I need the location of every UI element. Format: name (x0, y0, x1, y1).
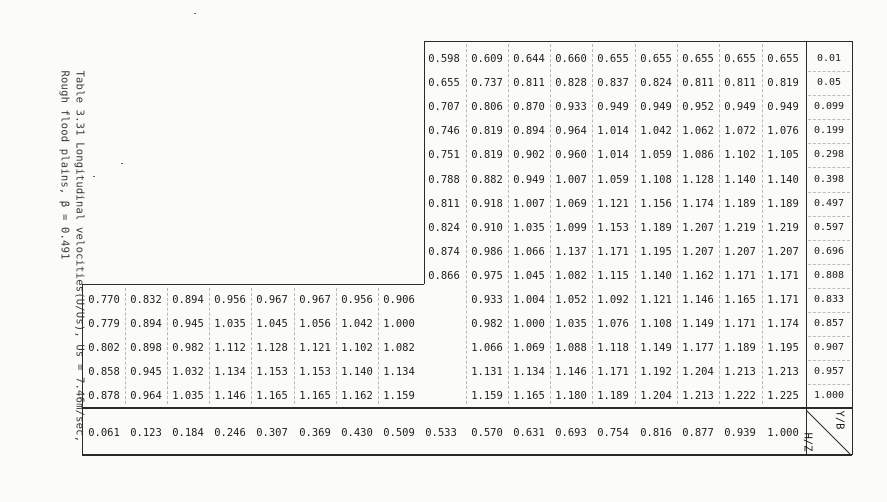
channel-velocity-cell: 1.207 (682, 245, 714, 258)
column-guide (167, 288, 168, 404)
channel-velocity-cell: 1.165 (724, 294, 756, 306)
hz-value-cell: 0.184 (172, 427, 204, 439)
floodplain-velocity-cell: 1.153 (256, 366, 288, 379)
yb-value-cell: 0.05 (816, 77, 842, 89)
channel-velocity-cell: 0.824 (640, 77, 672, 90)
channel-velocity-cell: 1.207 (767, 245, 799, 258)
floodplain-velocity-cell: 0.967 (299, 294, 331, 306)
floodplain-velocity-cell: 1.045 (256, 318, 288, 331)
yb-value-cell: 0.808 (813, 269, 845, 281)
channel-velocity-cell: 0.866 (428, 269, 460, 282)
channel-velocity-cell: 0.918 (471, 197, 503, 210)
floodplain-velocity-cell: 1.042 (341, 318, 373, 331)
channel-velocity-cell: 0.655 (682, 53, 714, 65)
hz-value-cell: 0.246 (214, 427, 246, 439)
channel-velocity-cell: 1.007 (513, 197, 545, 210)
yb-value-cell: 0.398 (813, 173, 845, 185)
channel-velocity-cell: 1.121 (597, 197, 629, 210)
channel-velocity-cell: 0.655 (724, 53, 756, 65)
channel-velocity-cell: 1.149 (682, 318, 714, 331)
channel-velocity-cell: 1.162 (682, 269, 714, 282)
channel-velocity-cell: 1.153 (597, 221, 629, 234)
floodplain-velocity-cell: 0.982 (172, 342, 204, 355)
channel-velocity-cell: 1.219 (767, 221, 799, 234)
yb-value-cell: 0.199 (813, 125, 845, 137)
floodplain-velocity-cell: 0.878 (88, 390, 120, 403)
floodplain-velocity-cell: 1.153 (299, 366, 331, 379)
channel-velocity-cell: 1.072 (724, 125, 756, 138)
floodplain-velocity-cell: 1.035 (214, 318, 246, 331)
yb-value-cell: 0.01 (816, 53, 842, 64)
channel-velocity-cell: 0.949 (513, 173, 545, 186)
yb-value-cell: 0.857 (813, 318, 845, 330)
yb-value-cell: 0.597 (813, 221, 845, 233)
channel-velocity-cell: 0.910 (471, 221, 503, 234)
hz-value-cell: 0.570 (471, 427, 503, 439)
floodplain-velocity-cell: 1.134 (214, 366, 246, 379)
channel-velocity-cell: 0.933 (555, 101, 587, 114)
channel-velocity-cell: 1.118 (597, 342, 629, 355)
channel-velocity-cell: 0.644 (513, 53, 545, 65)
channel-velocity-cell: 1.149 (640, 342, 672, 355)
channel-velocity-cell: 1.007 (555, 173, 587, 186)
channel-velocity-cell: 1.045 (513, 269, 545, 282)
floodplain-velocity-cell: 0.945 (130, 366, 162, 379)
channel-velocity-cell: 0.952 (682, 101, 714, 114)
channel-velocity-cell: 0.933 (471, 294, 503, 306)
channel-velocity-cell: 1.014 (597, 125, 629, 138)
floodplain-velocity-cell: 1.082 (383, 342, 415, 355)
channel-velocity-cell: 1.189 (640, 221, 672, 234)
scan-speck (121, 163, 123, 164)
channel-velocity-cell: 1.156 (640, 197, 672, 210)
hz-value-cell: 0.509 (383, 427, 415, 439)
floodplain-velocity-cell: 1.140 (341, 366, 373, 379)
channel-velocity-cell: 0.964 (555, 125, 587, 138)
channel-velocity-cell: 0.655 (640, 53, 672, 65)
column-guide (550, 44, 551, 404)
channel-velocity-cell: 1.004 (513, 294, 545, 306)
yb-value-cell: 0.833 (813, 294, 845, 305)
channel-velocity-cell: 1.140 (767, 173, 799, 186)
yb-value-cell: 0.099 (813, 101, 845, 113)
channel-velocity-cell: 1.189 (597, 390, 629, 403)
scan-speck (93, 176, 95, 177)
channel-velocity-cell: 1.192 (640, 366, 672, 379)
yb-value-cell: 1.000 (813, 390, 845, 402)
channel-velocity-cell: 1.069 (513, 342, 545, 355)
channel-velocity-cell: 1.195 (640, 245, 672, 258)
row-guide (808, 95, 850, 96)
channel-velocity-cell: 0.707 (428, 101, 460, 114)
channel-velocity-cell: 1.137 (555, 245, 587, 258)
hz-value-cell: 0.877 (682, 427, 714, 439)
row-guide (808, 360, 850, 361)
floodplain-velocity-cell: 0.898 (130, 342, 162, 355)
floodplain-velocity-cell: 1.000 (383, 318, 415, 331)
channel-velocity-cell: 1.035 (513, 221, 545, 234)
channel-velocity-cell: 0.751 (428, 149, 460, 162)
channel-velocity-cell: 1.092 (597, 294, 629, 306)
floodplain-velocity-cell: 0.779 (88, 318, 120, 331)
channel-velocity-cell: 0.982 (471, 318, 503, 331)
floodplain-velocity-cell: 0.894 (130, 318, 162, 331)
channel-velocity-cell: 1.207 (724, 245, 756, 258)
channel-velocity-cell: 1.171 (724, 318, 756, 331)
channel-velocity-cell: 1.066 (513, 245, 545, 258)
yb-value-cell: 0.957 (813, 366, 845, 378)
channel-velocity-cell: 1.062 (682, 125, 714, 138)
channel-velocity-cell: 1.189 (724, 342, 756, 355)
channel-velocity-cell: 0.824 (428, 221, 460, 234)
row-guide (808, 143, 850, 144)
channel-velocity-cell: 0.811 (513, 77, 545, 90)
channel-velocity-cell: 1.146 (682, 294, 714, 306)
floodplain-velocity-cell: 0.858 (88, 366, 120, 379)
channel-velocity-cell: 1.105 (767, 149, 799, 162)
channel-velocity-cell: 1.086 (682, 149, 714, 162)
caption-line-1: Table 3.31 Longitudinal velocities(U/Us), Us = 7.46m/sec, (73, 70, 86, 443)
channel-velocity-cell: 1.076 (767, 125, 799, 138)
hz-value-cell: 0.939 (724, 427, 756, 439)
floodplain-velocity-cell: 0.945 (172, 318, 204, 331)
hz-value-cell: 0.754 (597, 427, 629, 439)
channel-velocity-cell: 0.819 (767, 77, 799, 90)
floodplain-velocity-cell: 1.112 (214, 342, 246, 355)
channel-velocity-cell: 0.828 (555, 77, 587, 90)
channel-velocity-cell: 1.131 (471, 366, 503, 379)
channel-velocity-cell: 1.171 (724, 269, 756, 282)
channel-velocity-cell: 0.874 (428, 245, 460, 258)
hz-value-cell: 0.533 (425, 427, 457, 439)
channel-velocity-cell: 0.655 (597, 53, 629, 65)
row-guide (808, 240, 850, 241)
channel-velocity-cell: 1.066 (471, 342, 503, 355)
channel-velocity-cell: 1.146 (555, 366, 587, 379)
yb-value-cell: 0.497 (813, 197, 845, 209)
table-top-border (424, 41, 852, 42)
channel-velocity-cell: 1.174 (767, 318, 799, 331)
row-guide (808, 71, 850, 72)
channel-velocity-cell: 1.014 (597, 149, 629, 162)
channel-velocity-cell: 1.159 (471, 390, 503, 403)
channel-velocity-cell: 0.660 (555, 53, 587, 65)
channel-velocity-cell: 1.165 (513, 390, 545, 403)
channel-velocity-cell: 0.894 (513, 125, 545, 138)
channel-velocity-cell: 0.598 (428, 53, 460, 65)
channel-velocity-cell: 0.655 (767, 53, 799, 65)
channel-velocity-cell: 0.811 (724, 77, 756, 90)
table-step-border (82, 284, 424, 285)
channel-velocity-cell: 1.076 (597, 318, 629, 331)
caption-line-2: Rough flood plains, β = 0.491 (58, 70, 71, 260)
channel-velocity-cell: 1.042 (640, 125, 672, 138)
channel-velocity-cell: 1.189 (767, 197, 799, 210)
floodplain-velocity-cell: 1.165 (256, 390, 288, 403)
channel-velocity-cell: 0.737 (471, 77, 503, 90)
hz-value-cell: 0.307 (256, 427, 288, 439)
row-guide (808, 119, 850, 120)
column-guide (677, 44, 678, 404)
table-right-border (852, 41, 853, 455)
hz-value-cell: 0.631 (513, 427, 545, 439)
channel-velocity-cell: 1.213 (767, 366, 799, 379)
floodplain-velocity-cell: 1.032 (172, 366, 204, 379)
floodplain-velocity-cell: 1.165 (299, 390, 331, 403)
floodplain-velocity-cell: 1.159 (383, 390, 415, 403)
row-guide (808, 264, 850, 265)
channel-velocity-cell: 1.195 (767, 342, 799, 355)
row-guide (808, 384, 850, 385)
channel-velocity-cell: 1.099 (555, 221, 587, 234)
channel-velocity-cell: 1.108 (640, 318, 672, 331)
channel-velocity-cell: 1.052 (555, 294, 587, 306)
channel-velocity-cell: 1.128 (682, 173, 714, 186)
hz-value-cell: 0.430 (341, 427, 373, 439)
floodplain-velocity-cell: 0.832 (130, 294, 162, 306)
channel-velocity-cell: 1.213 (724, 366, 756, 379)
channel-velocity-cell: 1.115 (597, 269, 629, 282)
channel-velocity-cell: 1.207 (682, 221, 714, 234)
channel-velocity-cell: 1.082 (555, 269, 587, 282)
column-guide (635, 44, 636, 404)
channel-velocity-cell: 1.121 (640, 294, 672, 306)
channel-velocity-cell: 1.108 (640, 173, 672, 186)
row-guide (808, 216, 850, 217)
floodplain-velocity-cell: 1.056 (299, 318, 331, 331)
row-guide (808, 167, 850, 168)
hz-value-cell: 0.061 (88, 427, 120, 439)
hz-value-cell: 0.123 (130, 427, 162, 439)
channel-velocity-cell: 1.222 (724, 390, 756, 403)
channel-velocity-cell: 1.204 (640, 390, 672, 403)
channel-velocity-cell: 1.171 (597, 366, 629, 379)
row-guide (808, 312, 850, 313)
hz-value-cell: 1.000 (767, 427, 799, 439)
hz-value-cell: 0.369 (299, 427, 331, 439)
channel-velocity-cell: 1.171 (597, 245, 629, 258)
channel-velocity-cell: 1.180 (555, 390, 587, 403)
channel-velocity-cell: 1.225 (767, 390, 799, 403)
floodplain-velocity-cell: 0.956 (341, 294, 373, 306)
channel-velocity-cell: 1.059 (597, 173, 629, 186)
channel-velocity-cell: 0.975 (471, 269, 503, 282)
channel-velocity-cell: 1.177 (682, 342, 714, 355)
yb-value-cell: 0.298 (813, 149, 845, 161)
yb-value-cell: 0.907 (813, 342, 845, 354)
floodplain-velocity-cell: 0.894 (172, 294, 204, 306)
channel-velocity-cell: 1.219 (724, 221, 756, 234)
column-guide (719, 44, 720, 404)
yb-value-cell: 0.696 (813, 245, 845, 257)
channel-velocity-cell: 1.171 (767, 294, 799, 306)
column-guide (336, 288, 337, 404)
channel-velocity-cell: 1.171 (767, 269, 799, 282)
channel-velocity-cell: 1.035 (555, 318, 587, 331)
column-guide (251, 288, 252, 404)
column-guide (125, 288, 126, 404)
channel-velocity-cell: 1.189 (724, 197, 756, 210)
channel-velocity-cell: 0.811 (428, 197, 460, 210)
scan-speck (194, 13, 196, 14)
channel-velocity-cell: 1.204 (682, 366, 714, 379)
column-guide (762, 44, 763, 404)
channel-velocity-cell: 1.213 (682, 390, 714, 403)
channel-velocity-cell: 1.102 (724, 149, 756, 162)
floodplain-velocity-cell: 0.967 (256, 294, 288, 306)
channel-velocity-cell: 0.655 (428, 77, 460, 90)
channel-velocity-cell: 0.609 (471, 53, 503, 65)
channel-velocity-cell: 0.949 (640, 101, 672, 114)
channel-velocity-cell: 0.806 (471, 101, 503, 114)
floodplain-velocity-cell: 1.102 (341, 342, 373, 355)
floodplain-velocity-cell: 0.964 (130, 390, 162, 403)
floodplain-velocity-cell: 1.121 (299, 342, 331, 355)
channel-velocity-cell: 1.174 (682, 197, 714, 210)
channel-velocity-cell: 1.134 (513, 366, 545, 379)
column-guide (209, 288, 210, 404)
floodplain-velocity-cell: 1.035 (172, 390, 204, 403)
hz-value-cell: 0.816 (640, 427, 672, 439)
channel-velocity-cell: 0.819 (471, 149, 503, 162)
floodplain-velocity-cell: 0.770 (88, 294, 120, 306)
channel-velocity-cell: 1.140 (724, 173, 756, 186)
floodplain-velocity-cell: 1.128 (256, 342, 288, 355)
column-guide (378, 288, 379, 404)
channel-velocity-cell: 0.902 (513, 149, 545, 162)
channel-velocity-cell: 1.059 (640, 149, 672, 162)
channel-velocity-cell: 0.746 (428, 125, 460, 138)
channel-velocity-cell: 0.788 (428, 173, 460, 186)
corner-yb-label: Y/B (833, 410, 846, 430)
channel-velocity-cell: 1.140 (640, 269, 672, 282)
channel-velocity-cell: 0.986 (471, 245, 503, 258)
floodplain-velocity-cell: 0.906 (383, 294, 415, 306)
channel-velocity-cell: 1.069 (555, 197, 587, 210)
channel-velocity-cell: 0.882 (471, 173, 503, 186)
column-guide (294, 288, 295, 404)
column-guide (592, 44, 593, 404)
channel-velocity-cell: 0.819 (471, 125, 503, 138)
floodplain-velocity-cell: 1.134 (383, 366, 415, 379)
table-bottom-border (82, 454, 852, 456)
channel-velocity-cell: 0.949 (597, 101, 629, 114)
floodplain-velocity-cell: 0.956 (214, 294, 246, 306)
floodplain-velocity-cell: 1.146 (214, 390, 246, 403)
channel-velocity-cell: 0.949 (767, 101, 799, 114)
channel-velocity-cell: 0.811 (682, 77, 714, 90)
row-guide (808, 288, 850, 289)
channel-velocity-cell: 0.960 (555, 149, 587, 162)
column-guide (508, 44, 509, 404)
channel-velocity-cell: 0.837 (597, 77, 629, 90)
floodplain-velocity-cell: 0.802 (88, 342, 120, 355)
corner-hz-label: H/Z (801, 432, 814, 452)
channel-velocity-cell: 1.088 (555, 342, 587, 355)
hz-value-cell: 0.693 (555, 427, 587, 439)
row-guide (808, 192, 850, 193)
row-guide (808, 336, 850, 337)
channel-velocity-cell: 0.870 (513, 101, 545, 114)
column-guide (466, 44, 467, 404)
floodplain-velocity-cell: 1.162 (341, 390, 373, 403)
channel-velocity-cell: 0.949 (724, 101, 756, 114)
channel-velocity-cell: 1.000 (513, 318, 545, 331)
